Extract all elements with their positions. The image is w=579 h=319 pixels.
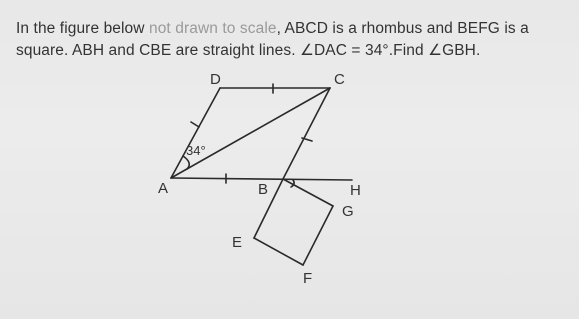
point-label-e: E [232, 234, 243, 251]
tick-ad [191, 122, 199, 127]
question-part-2: , ABCD is a rhombus and BEFG is a square. ABH and CBE are straight lines. ∠DAC = 34°.Find ∠GBH. [16, 20, 529, 59]
line-abh [171, 178, 352, 180]
point-label-f: F [303, 270, 313, 287]
point-label-b: B [258, 181, 269, 198]
point-label-a: A [158, 180, 169, 197]
angle-label-34: 34° [186, 143, 206, 158]
segment-bg [283, 179, 333, 206]
question-part-1: In the figure below [16, 20, 149, 37]
point-label-d: D [210, 71, 221, 88]
point-label-h: H [350, 182, 361, 199]
segment-gf [303, 206, 333, 265]
point-label-g: G [342, 203, 354, 220]
point-label-c: C [334, 71, 345, 88]
segment-fe [254, 238, 303, 265]
question-faded-phrase: not drawn to scale [148, 20, 277, 37]
